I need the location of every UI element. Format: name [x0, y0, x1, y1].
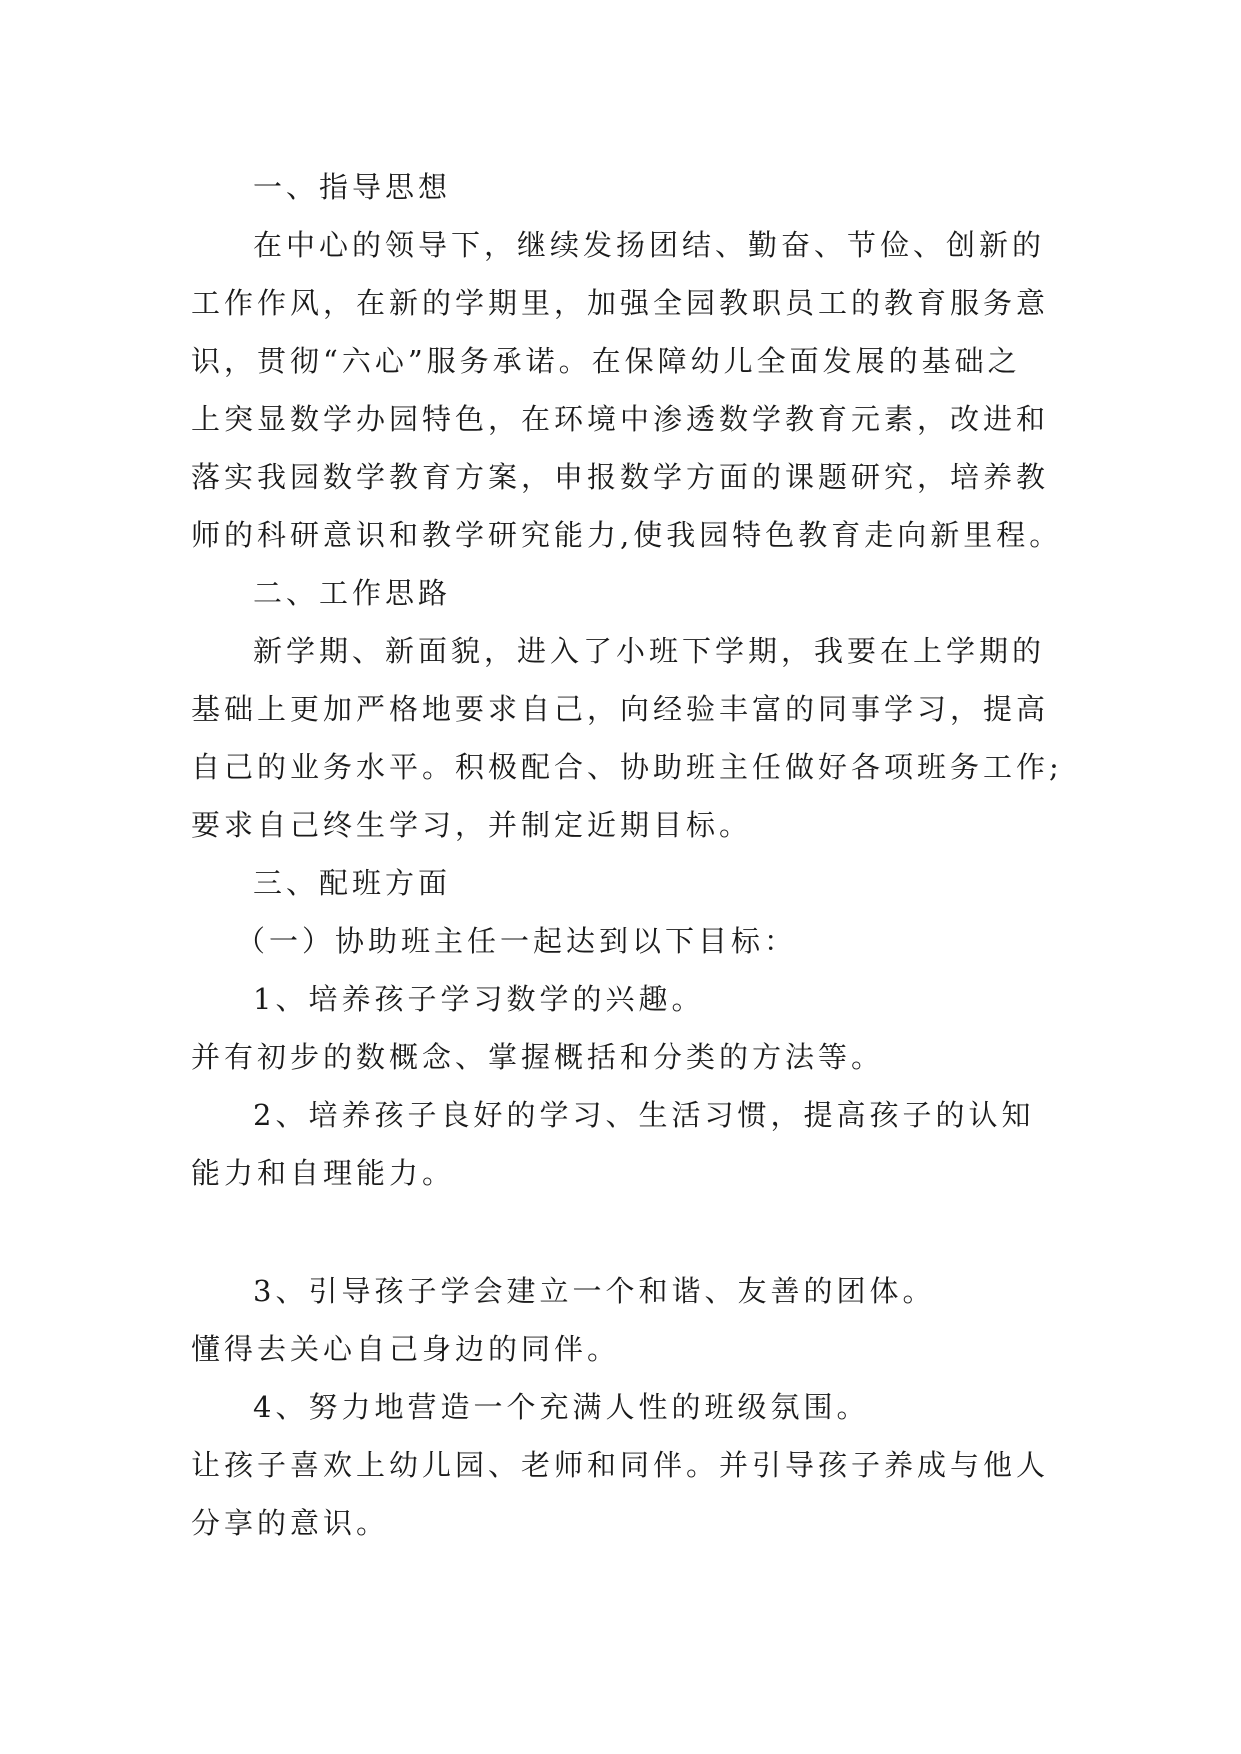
list-item-2: 2、培养孩子良好的学习、生活习惯，提高孩子的认知 — [253, 1098, 1035, 1132]
paragraph-line: 上突显数学办园特色，在环境中渗透数学教育元素，改进和 — [191, 402, 1050, 436]
list-item-2-continuation: 能力和自理能力。 — [191, 1156, 456, 1190]
list-item-4-continuation: 让孩子喜欢上幼儿园、老师和同伴。并引导孩子养成与他人 — [191, 1448, 1050, 1482]
paragraph-line: 要求自己终生学习，并制定近期目标。 — [191, 808, 753, 842]
list-item-1-continuation: 并有初步的数概念、掌握概括和分类的方法等。 — [191, 1040, 885, 1074]
paragraph-line: 新学期、新面貌，进入了小班下学期，我要在上学期的 — [253, 634, 1046, 668]
section2-heading: 二、工作思路 — [253, 576, 452, 610]
paragraph-line: 工作作风，在新的学期里，加强全园教职员工的教育服务意 — [191, 286, 1050, 320]
paragraph-line: 识，贯彻“六心”服务承诺。在保障幼儿全面发展的基础之 — [191, 344, 1021, 378]
section3-heading: 三、配班方面 — [253, 866, 452, 900]
list-item-3-continuation: 懂得去关心自己身边的同伴。 — [191, 1332, 621, 1366]
list-item-4: 4、努力地营造一个充满人性的班级氛围。 — [253, 1390, 870, 1424]
paragraph-line: 自己的业务水平。积极配合、协助班主任做好各项班务工作; — [191, 750, 1063, 784]
paragraph-line: 基础上更加严格地要求自己，向经验丰富的同事学习，提高 — [191, 692, 1050, 726]
paragraph-line: 落实我园数学教育方案，申报数学方面的课题研究，培养教 — [191, 460, 1050, 494]
paragraph-line: 在中心的领导下，继续发扬团结、勤奋、节俭、创新的 — [253, 228, 1046, 262]
section1-heading: 一、指导思想 — [253, 170, 452, 204]
section3-subheading: （一）协助班主任一起达到以下目标： — [236, 924, 798, 958]
list-item-3: 3、引导孩子学会建立一个和谐、友善的团体。 — [253, 1274, 936, 1308]
document-body — [191, 158, 1063, 1202]
list-item-1: 1、培养孩子学习数学的兴趣。 — [253, 982, 705, 1016]
document-body-continued — [191, 1262, 1051, 1552]
list-item-4-continuation: 分享的意识。 — [191, 1506, 390, 1540]
paragraph-line: 师的科研意识和教学研究能力,使我园特色教育走向新里程。 — [191, 518, 1063, 552]
